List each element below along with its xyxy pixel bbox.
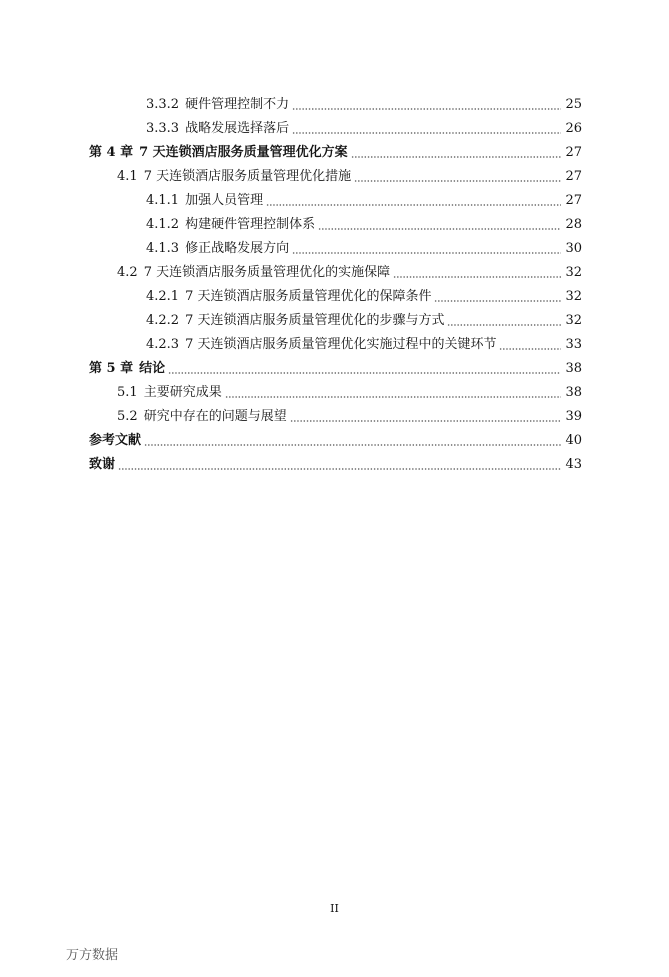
toc-title: 主要研究成果 [143,385,222,400]
toc-entry-3-3-3[interactable] [146,115,582,137]
dot-leader [292,108,561,110]
toc-title: 研究中存在的问题与展望 [143,409,287,424]
toc-title: 硬件管理控制不力 [185,97,290,112]
toc-page-number: 27 [565,193,582,208]
dot-leader [447,324,561,326]
toc-entry-references[interactable] [89,427,582,449]
page-number: II [330,902,339,915]
toc-entry-4-2-2[interactable] [146,307,582,329]
toc-title: 7 天连锁酒店服务质量管理优化的保障条件 [185,289,432,304]
toc-entry-5-2[interactable] [117,403,582,425]
toc-page-number: 33 [565,337,582,352]
toc-title: 致谢 [89,457,116,472]
toc-entry-acknowledgements[interactable] [89,451,582,473]
toc-number: 3.3.2 [146,97,180,112]
toc-page-number: 28 [565,217,582,232]
toc-entry-4-2-1[interactable] [146,283,582,305]
toc-entry-4-1-1[interactable] [146,187,582,209]
toc-title: 结论 [139,361,166,376]
toc-entry-3-3-2[interactable] [146,91,582,113]
toc-title: 构建硬件管理控制体系 [185,217,316,232]
toc-title: 7 天连锁酒店服务质量管理优化方案 [139,145,348,160]
toc-number: 4.1.2 [146,217,180,232]
toc-page-number: 30 [565,241,582,256]
toc-number: 4.2.3 [146,337,180,352]
dot-leader [266,204,561,206]
toc-number: 3.3.3 [146,121,180,136]
toc-entry-4-2[interactable] [117,259,582,281]
toc-page-number: 32 [565,313,582,328]
toc-page-number: 32 [565,265,582,280]
toc-title: 7 天连锁酒店服务质量管理优化措施 [143,169,352,184]
toc-page-number: 26 [565,121,582,136]
toc-title: 7 天连锁酒店服务质量管理优化的步骤与方式 [185,313,445,328]
toc-number: 第 5 章 [89,361,134,376]
toc-page-number: 43 [565,457,582,472]
toc-number: 4.2 [117,265,138,280]
dot-leader [292,132,561,134]
watermark: 万方数据 [66,948,119,963]
dot-leader [499,348,561,350]
dot-leader [354,180,561,182]
toc-page-number: 38 [565,361,582,376]
toc-entry-5-1[interactable] [117,379,582,401]
toc-number: 4.1.1 [146,193,180,208]
dot-leader [393,276,561,278]
toc-number: 5.2 [117,409,138,424]
toc-page-number: 38 [565,385,582,400]
dot-leader [118,468,561,470]
toc-entry-4-2-3[interactable] [146,331,582,353]
toc-title: 加强人员管理 [185,193,264,208]
toc-title: 战略发展选择落后 [185,121,290,136]
toc-page-number: 40 [565,433,582,448]
toc-page-number: 27 [565,169,582,184]
toc-entry-4-1-3[interactable] [146,235,582,257]
toc-number: 第 4 章 [89,145,134,160]
toc-entry-4-1[interactable] [117,163,582,185]
toc-entry-4-1-2[interactable] [146,211,582,233]
dot-leader [225,396,561,398]
dot-leader [351,156,561,158]
toc-page-number: 32 [565,289,582,304]
toc-page-number: 27 [565,145,582,160]
toc-number: 4.1 [117,169,138,184]
dot-leader [292,252,561,254]
toc-title: 7 天连锁酒店服务质量管理优化实施过程中的关键环节 [185,337,497,352]
dot-leader [318,228,561,230]
toc-title: 修正战略发展方向 [185,241,290,256]
toc-number: 4.2.1 [146,289,180,304]
toc-number: 4.2.2 [146,313,180,328]
dot-leader [144,444,561,446]
toc-entry-chapter-5[interactable] [89,355,582,377]
toc-page-number: 39 [565,409,582,424]
toc-entry-chapter-4[interactable] [89,139,582,161]
dot-leader [168,372,561,374]
toc-title: 参考文献 [89,433,142,448]
dot-leader [434,300,561,302]
dot-leader [290,420,561,422]
toc-title: 7 天连锁酒店服务质量管理优化的实施保障 [143,265,391,280]
toc-page-number: 25 [565,97,582,112]
toc-number: 4.1.3 [146,241,180,256]
toc-number: 5.1 [117,385,138,400]
